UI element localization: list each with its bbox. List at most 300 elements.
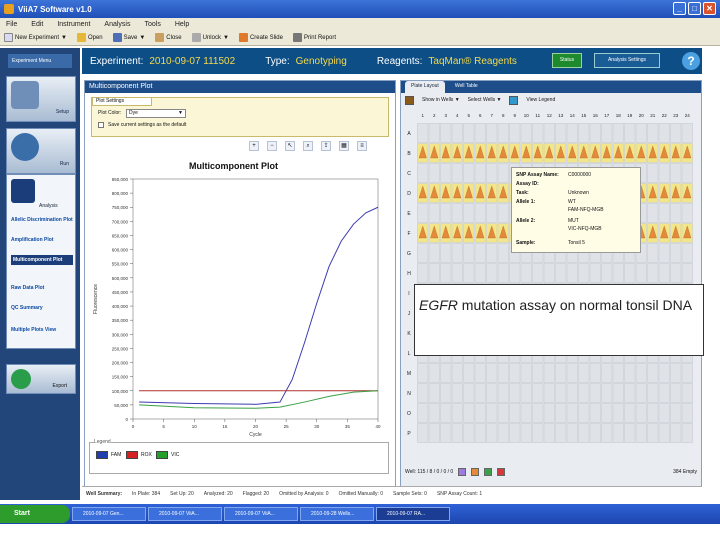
reagents-label: Reagents: (376, 55, 423, 67)
well[interactable] (498, 244, 509, 263)
y-tick-label: 450,000 (111, 289, 128, 295)
run-button[interactable] (6, 128, 76, 174)
well[interactable] (613, 404, 624, 423)
zoom-in-icon[interactable]: + (249, 141, 259, 151)
well[interactable] (567, 424, 578, 443)
well-count-text: Well: 115 / 8 / 0 / 0 / 0 (405, 469, 454, 475)
well[interactable] (521, 364, 532, 383)
nav-raw-data-plot[interactable]: Raw Data Plot (11, 285, 45, 291)
well[interactable] (429, 124, 440, 143)
start-button[interactable]: Start (0, 505, 70, 523)
well[interactable] (418, 424, 429, 443)
y-tick-label: 150,000 (111, 374, 128, 380)
well[interactable] (671, 364, 682, 383)
maximize-icon[interactable]: □ (688, 2, 701, 15)
open-button[interactable] (77, 33, 103, 42)
y-tick-label: 700,000 (111, 219, 128, 225)
row-header: A (407, 131, 411, 137)
well[interactable] (648, 244, 659, 263)
well[interactable] (682, 124, 693, 143)
column-header: 14 (569, 113, 575, 118)
well[interactable] (648, 264, 659, 283)
well[interactable] (613, 424, 624, 443)
column-header: 18 (615, 113, 621, 118)
well[interactable] (498, 164, 509, 183)
well[interactable] (418, 364, 429, 383)
nav-multicomponent-plot[interactable]: Multicomponent Plot (11, 255, 73, 265)
well[interactable] (464, 264, 475, 283)
well[interactable] (452, 124, 463, 143)
well[interactable] (464, 124, 475, 143)
well[interactable] (418, 264, 429, 283)
well[interactable] (625, 124, 636, 143)
column-header: 10 (523, 113, 529, 118)
well[interactable] (625, 264, 636, 283)
well[interactable] (567, 404, 578, 423)
plot-tools (249, 141, 367, 151)
tooltip-value: Tonsil 5 (568, 240, 585, 246)
show-in-wells-icon (405, 96, 414, 105)
menu-instrument[interactable]: Instrument (57, 20, 91, 28)
row-header: D (407, 191, 411, 197)
well[interactable] (682, 384, 693, 403)
well[interactable] (682, 204, 693, 223)
y-tick-label: 350,000 (111, 318, 128, 324)
well[interactable] (475, 164, 486, 183)
magnify-icon[interactable]: ⌕ (303, 141, 313, 151)
windows-taskbar (0, 504, 720, 524)
well[interactable] (464, 244, 475, 263)
well[interactable] (682, 264, 693, 283)
well[interactable] (510, 424, 521, 443)
setup-label: Setup (55, 109, 69, 115)
well[interactable] (429, 204, 440, 223)
well[interactable] (659, 404, 670, 423)
well[interactable] (498, 384, 509, 403)
well[interactable] (590, 424, 601, 443)
well[interactable] (475, 384, 486, 403)
nav-qc-summary[interactable]: QC Summary (11, 305, 43, 311)
summary-sample-sets: Sample Sets: 0 (393, 490, 427, 497)
well[interactable] (671, 384, 682, 403)
well[interactable] (498, 404, 509, 423)
well[interactable] (579, 364, 590, 383)
tooltip-row (516, 181, 568, 187)
save-default-checkbox[interactable] (98, 122, 104, 128)
y-tick-label: 800,000 (111, 191, 128, 197)
print-report-button[interactable] (293, 33, 336, 42)
well[interactable] (659, 384, 670, 403)
well[interactable] (487, 244, 498, 263)
well[interactable] (556, 404, 567, 423)
well[interactable] (475, 364, 486, 383)
well[interactable] (487, 404, 498, 423)
setup-button[interactable] (6, 76, 76, 122)
minimize-icon[interactable]: _ (673, 2, 686, 15)
well[interactable] (533, 364, 544, 383)
well[interactable] (544, 364, 555, 383)
caption-gene: EGFR (419, 297, 458, 313)
well[interactable] (521, 404, 532, 423)
well[interactable] (487, 364, 498, 383)
well[interactable] (429, 264, 440, 283)
well[interactable] (648, 364, 659, 383)
analysis-settings-button[interactable]: Analysis Settings (594, 53, 660, 68)
well[interactable] (475, 204, 486, 223)
well[interactable] (544, 124, 555, 143)
well[interactable] (487, 264, 498, 283)
open-label: Open (87, 34, 103, 41)
well[interactable] (636, 264, 647, 283)
well[interactable] (429, 164, 440, 183)
taskbar-item[interactable]: 2010-09-07 RA... (376, 507, 450, 521)
well[interactable] (579, 384, 590, 403)
well[interactable] (636, 124, 647, 143)
well[interactable] (625, 384, 636, 403)
well[interactable] (521, 424, 532, 443)
well-legend-summary (401, 466, 703, 478)
well[interactable] (452, 364, 463, 383)
x-tick-label: 20 (252, 424, 259, 429)
caption-text: mutation assay on normal tonsil DNA (461, 297, 693, 313)
well[interactable] (533, 404, 544, 423)
well[interactable] (648, 424, 659, 443)
well[interactable] (671, 164, 682, 183)
well[interactable] (487, 384, 498, 403)
well[interactable] (602, 404, 613, 423)
well[interactable] (579, 404, 590, 423)
well[interactable] (441, 164, 452, 183)
experiment-menu-toggle[interactable]: Experiment Menu (8, 54, 72, 68)
tooltip-row (516, 172, 591, 178)
well[interactable] (487, 124, 498, 143)
well[interactable] (648, 404, 659, 423)
experiment-label: Experiment: (90, 55, 144, 67)
well[interactable] (510, 364, 521, 383)
well[interactable] (487, 424, 498, 443)
plot-settings-box (91, 97, 389, 137)
well[interactable] (487, 164, 498, 183)
tooltip-row (516, 190, 589, 196)
well[interactable] (498, 364, 509, 383)
x-tick-label: 25 (283, 424, 289, 429)
well[interactable] (418, 204, 429, 223)
column-header: 22 (661, 113, 667, 118)
run-icon (11, 133, 39, 161)
well[interactable] (418, 164, 429, 183)
well[interactable] (671, 404, 682, 423)
well[interactable] (556, 384, 567, 403)
well[interactable] (521, 264, 532, 283)
save-default-label: Save current settings as the default (108, 122, 187, 128)
menu-edit[interactable]: Edit (31, 20, 44, 28)
well[interactable] (441, 244, 452, 263)
column-header: 8 (501, 113, 505, 118)
well[interactable] (602, 264, 613, 283)
well[interactable] (441, 364, 452, 383)
menu-tools[interactable]: Tools (144, 20, 161, 28)
well[interactable] (429, 384, 440, 403)
menu-analysis[interactable]: Analysis (104, 20, 131, 28)
well-summary-title: Well Summary: (86, 490, 123, 497)
tooltip-value: VIC-NFQ-MGB (568, 226, 602, 232)
well[interactable] (659, 364, 670, 383)
well[interactable] (498, 124, 509, 143)
well[interactable] (659, 204, 670, 223)
well[interactable] (636, 404, 647, 423)
well[interactable] (556, 264, 567, 283)
well[interactable] (636, 364, 647, 383)
well[interactable] (567, 364, 578, 383)
menu-help[interactable]: Help (174, 20, 190, 28)
well[interactable] (475, 424, 486, 443)
export-icon (11, 369, 31, 389)
well[interactable] (533, 264, 544, 283)
taskbar-item[interactable]: 2010-09-28 Wells... (300, 507, 374, 521)
well[interactable] (544, 404, 555, 423)
well[interactable] (625, 404, 636, 423)
well[interactable] (464, 364, 475, 383)
well[interactable] (613, 264, 624, 283)
well[interactable] (441, 384, 452, 403)
well[interactable] (498, 204, 509, 223)
legend-icon[interactable]: ≡ (357, 141, 367, 151)
well[interactable] (452, 424, 463, 443)
well[interactable] (590, 364, 601, 383)
well[interactable] (429, 364, 440, 383)
well[interactable] (452, 204, 463, 223)
well[interactable] (510, 124, 521, 143)
well[interactable] (452, 384, 463, 403)
close-icon[interactable]: ✕ (703, 2, 716, 15)
tooltip-row (516, 240, 585, 246)
tooltip-row (516, 218, 579, 224)
well[interactable] (487, 204, 498, 223)
well[interactable] (659, 264, 670, 283)
well[interactable] (556, 124, 567, 143)
column-header: 16 (592, 113, 598, 118)
well[interactable] (441, 424, 452, 443)
taskbar-item[interactable]: 2010-09-07 ViiA... (224, 507, 298, 521)
well[interactable] (441, 404, 452, 423)
well[interactable] (475, 244, 486, 263)
well[interactable] (521, 384, 532, 403)
well[interactable] (567, 384, 578, 403)
unlock-button[interactable]: Unlock ▼ (192, 33, 229, 42)
well[interactable] (452, 244, 463, 263)
well[interactable] (464, 204, 475, 223)
well[interactable] (418, 244, 429, 263)
well[interactable] (659, 124, 670, 143)
well[interactable] (475, 264, 486, 283)
well[interactable] (590, 124, 601, 143)
well[interactable] (429, 244, 440, 263)
well[interactable] (613, 364, 624, 383)
well[interactable] (579, 424, 590, 443)
nav-multiple-plots[interactable]: Multiple Plots View (11, 327, 57, 333)
multicomponent-chart (89, 171, 389, 441)
x-tick-label: 0 (131, 424, 135, 429)
help-icon[interactable]: ? (682, 52, 700, 70)
well[interactable] (544, 264, 555, 283)
well[interactable] (464, 404, 475, 423)
select-icon[interactable]: ↖ (285, 141, 295, 151)
view-legend-button[interactable]: View Legend (526, 97, 556, 103)
well[interactable] (544, 424, 555, 443)
new-experiment-label: New Experiment (15, 34, 60, 41)
grid-icon[interactable]: ▦ (339, 141, 349, 151)
well[interactable] (464, 424, 475, 443)
well[interactable] (521, 124, 532, 143)
well[interactable] (682, 424, 693, 443)
well[interactable] (590, 404, 601, 423)
y-tick-label: 550,000 (111, 261, 128, 267)
well-summary-bar (82, 486, 702, 500)
well[interactable] (429, 424, 440, 443)
well[interactable] (625, 364, 636, 383)
row-header: I (408, 291, 410, 297)
y-tick-label: 600,000 (111, 247, 128, 253)
row-header: C (407, 171, 411, 177)
well[interactable] (590, 264, 601, 283)
new-experiment-button[interactable]: New Experiment ▼ (4, 33, 67, 42)
well[interactable] (602, 124, 613, 143)
analysis-section (6, 174, 76, 349)
well[interactable] (498, 424, 509, 443)
y-tick-label: 200,000 (111, 360, 128, 366)
well[interactable] (671, 204, 682, 223)
menu-bar (0, 18, 720, 30)
well[interactable] (602, 384, 613, 403)
well[interactable] (659, 164, 670, 183)
summary-set-up: Set Up: 20 (170, 490, 194, 497)
tab-well-table[interactable]: Well Table (454, 83, 478, 89)
well[interactable] (671, 264, 682, 283)
well[interactable] (418, 404, 429, 423)
tooltip-value: FAM-NFQ-MGB (568, 207, 604, 213)
well[interactable] (636, 384, 647, 403)
well[interactable] (544, 384, 555, 403)
new-doc-icon (4, 33, 13, 42)
well[interactable] (682, 364, 693, 383)
well[interactable] (671, 424, 682, 443)
column-header: 21 (650, 113, 656, 118)
column-header: 19 (627, 113, 633, 118)
well[interactable] (659, 424, 670, 443)
well[interactable] (682, 404, 693, 423)
well[interactable] (533, 384, 544, 403)
well[interactable] (533, 124, 544, 143)
well[interactable] (418, 384, 429, 403)
save-button[interactable]: Save ▼ (113, 33, 146, 42)
well[interactable] (648, 164, 659, 183)
select-wells-dropdown[interactable]: Select Wells ▼ (467, 97, 502, 103)
close-label: Close (166, 34, 182, 41)
nav-allelic-discrimination[interactable]: Allelic Discrimination Plot (11, 217, 73, 223)
well[interactable] (510, 404, 521, 423)
taskbar-item[interactable]: 2010-09-07 Gen... (72, 507, 146, 521)
column-header: 2 (432, 113, 436, 118)
folder-icon (77, 33, 86, 42)
well[interactable] (498, 264, 509, 283)
plot-settings-tab[interactable]: Plot Settings (92, 97, 152, 106)
row-header: J (407, 311, 411, 317)
zoom-out-icon[interactable]: − (267, 141, 277, 151)
well[interactable] (648, 204, 659, 223)
close-button[interactable] (155, 33, 181, 42)
well[interactable] (682, 244, 693, 263)
well[interactable] (602, 364, 613, 383)
well[interactable] (613, 124, 624, 143)
well[interactable] (475, 124, 486, 143)
well[interactable] (567, 124, 578, 143)
y-tick-label: 100,000 (111, 388, 128, 394)
well[interactable] (579, 124, 590, 143)
nav-amplification-plot[interactable]: Amplification Plot (11, 237, 54, 243)
well[interactable] (671, 244, 682, 263)
well[interactable] (452, 164, 463, 183)
well[interactable] (441, 264, 452, 283)
well[interactable] (625, 424, 636, 443)
well[interactable] (590, 384, 601, 403)
x-tick-label: 30 (314, 424, 320, 429)
well[interactable] (579, 264, 590, 283)
well[interactable] (429, 404, 440, 423)
well[interactable] (567, 264, 578, 283)
row-header: H (407, 271, 411, 277)
well[interactable] (602, 424, 613, 443)
well[interactable] (682, 164, 693, 183)
show-in-wells-dropdown[interactable]: Show in Wells ▼ (422, 97, 460, 103)
chevron-down-icon: ▼ (178, 110, 183, 116)
column-header: 9 (513, 113, 517, 118)
well[interactable] (648, 384, 659, 403)
well[interactable] (533, 424, 544, 443)
well[interactable] (636, 424, 647, 443)
well[interactable] (441, 124, 452, 143)
well[interactable] (510, 384, 521, 403)
well[interactable] (613, 384, 624, 403)
well[interactable] (452, 404, 463, 423)
well[interactable] (452, 264, 463, 283)
well[interactable] (510, 264, 521, 283)
row-header: L (407, 351, 411, 357)
well[interactable] (464, 384, 475, 403)
well[interactable] (648, 124, 659, 143)
tooltip-key: Sample: (516, 240, 536, 246)
row-header: B (407, 151, 411, 157)
well[interactable] (671, 124, 682, 143)
well[interactable] (464, 164, 475, 183)
well[interactable] (556, 424, 567, 443)
taskbar-item[interactable]: 2010-09-07 ViiA... (148, 507, 222, 521)
menu-file[interactable]: File (6, 20, 18, 28)
well[interactable] (418, 124, 429, 143)
well[interactable] (441, 204, 452, 223)
plot-color-select[interactable] (126, 109, 186, 118)
well[interactable] (659, 244, 670, 263)
row-header: O (407, 411, 411, 417)
well[interactable] (475, 404, 486, 423)
export-plot-icon[interactable]: ⇪ (321, 141, 331, 151)
create-slide-button[interactable] (239, 33, 283, 42)
legend-box (89, 439, 389, 474)
tooltip-key (516, 226, 562, 232)
summary-in-plate: In Plate: 384 (132, 490, 161, 497)
tab-plate-layout[interactable]: Plate Layout (405, 81, 445, 93)
well[interactable] (556, 364, 567, 383)
export-button[interactable] (6, 364, 76, 394)
